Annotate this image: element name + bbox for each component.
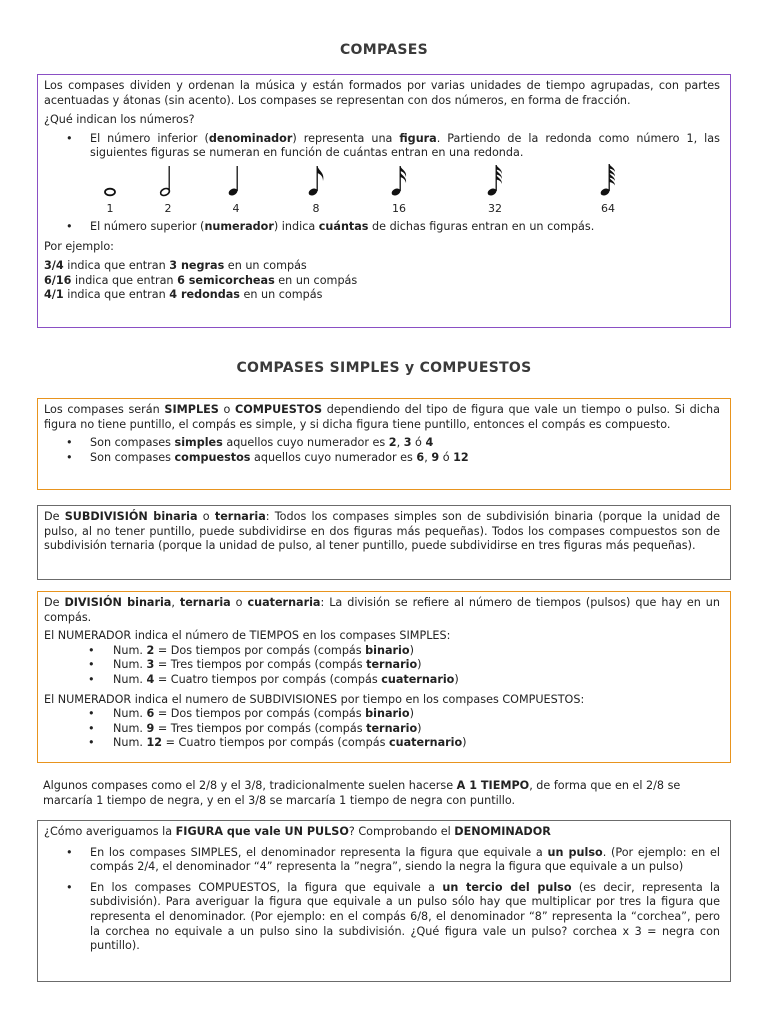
question-text: ¿Qué indican los números? <box>44 113 195 127</box>
intro-paragraph: Los compases dividen y ordenan la música y están formados por varias unidades de tiempo agrupadas, con partes acentuadas y átonas (sin acento). Los compases se representan con dos números, en forma de fracción. <box>44 79 720 107</box>
quarter-note-icon <box>221 164 251 198</box>
section-title: COMPASES SIMPLES y COMPUESTOS <box>236 360 532 376</box>
a-un-tiempo-paragraph: Algunos compases como el 2/8 y el 3/8, tradicionalmente suelen hacerse A 1 TIEMPO, de forma que en el 2/8 se marcaría 1 tiempo de negra, y en el 3/8 se marcaría 1 tiempo de negra con puntillo. <box>43 779 681 807</box>
pulso-box <box>37 820 731 982</box>
figure-number: 32 <box>488 201 502 215</box>
example-line: 6/16 indica que entran 6 semicorcheas en un compás <box>44 273 358 287</box>
simples-compuestos-box <box>37 398 731 490</box>
figure-sixteenth <box>379 164 419 217</box>
subdivision-paragraph: De SUBDIVISIÓN binaria o ternaria: Todos los compases simples son de subdivisión binaria (porque la unidad de pulso, al no tener puntillo, puede subdividirse en dos figuras más pequeñas). Todos los compases compuestos son de subdivisión ternaria (porque la unidad de pulso, al tener puntillo, puede subdividirse en tres figuras más pequeñas). <box>44 510 721 553</box>
half-note-icon <box>153 164 183 198</box>
denominator-list <box>44 132 720 161</box>
thirty-second-note-icon <box>480 164 510 198</box>
note-figures-row <box>44 164 720 216</box>
simples-list <box>44 436 720 465</box>
example-label: Por ejemplo: <box>44 239 114 253</box>
division-box <box>37 591 731 763</box>
simples-paragraph: Los compases serán SIMPLES o COMPUESTOS dependiendo del tipo de figura que vale un tiempo o pulso. Si dicha figura no tiene puntillo, el compás es simple, y si dicha figura tiene puntillo, entonces el compás es compuesto. <box>44 403 720 431</box>
simples-division-list <box>44 644 720 688</box>
pulso-question: ¿Cómo averiguamos la FIGURA que vale UN PULSO? Comprobando el DENOMINADOR <box>44 825 551 838</box>
sixty-fourth-note-icon <box>593 164 623 198</box>
figure-whole <box>90 164 130 217</box>
compuestos-heading: El NUMERADOR indica el numero de SUBDIVISIONES por tiempo en los compases COMPUESTOS: <box>44 692 585 706</box>
figure-number: 64 <box>601 201 615 215</box>
division-item: • Num. 2 = Dos tiempos por compás (compás binario) <box>44 644 720 659</box>
simples-heading: El NUMERADOR indica el número de TIEMPOS en los compases SIMPLES: <box>44 629 451 643</box>
numerator-list <box>44 220 720 235</box>
figure-number: 2 <box>164 201 172 215</box>
figure-thirty-second <box>475 164 515 217</box>
denominator-item: • El número inferior (denominador) representa una figura. Partiendo de la redonda como número 1, las siguientes figuras se numeran en función de cuántas entran en una redonda. <box>44 132 720 161</box>
division-item: • Num. 6 = Dos tiempos por compás (compás binario) <box>44 707 720 722</box>
simples-item: • Son compases simples aquellos cuyo numerador es 2, 3 ó 4 <box>44 436 720 451</box>
sixteenth-note-icon <box>384 164 414 198</box>
pulso-compuestos-item: • En los compases COMPUESTOS, la figura que equivale a un tercio del pulso (es decir, representa la subdivisión). Para averiguar la figura que equivale a un pulso sólo hay que multiplicar por tres la figura que representa el denominador. (Por ejemplo: en el compás 6/8, el denominador “8” representa la “corchea”, pero la corchea no equivale a un pulso sino la subdivisión. ¿Qué figura vale un pulso? corchea x 3 = negra con puntillo). <box>44 881 720 954</box>
division-paragraph: De DIVISIÓN binaria, ternaria o cuaternaria: La división se refiere al número de tiempos (pulsos) que hay en un compás. <box>44 596 720 624</box>
figure-number: 1 <box>106 201 114 215</box>
figure-number: 8 <box>312 201 320 215</box>
division-item: • Num. 12 = Cuatro tiempos por compás (compás cuaternario) <box>44 736 720 751</box>
numerator-item: • El número superior (numerador) indica cuántas de dichas figuras entran en un compás. <box>44 220 720 235</box>
whole-note-icon <box>95 164 125 198</box>
subdivision-box <box>37 505 731 580</box>
compuestos-item: • Son compases compuestos aquellos cuyo numerador es 6, 9 ó 12 <box>44 451 720 466</box>
eighth-note-icon <box>301 164 331 198</box>
figure-quarter <box>216 164 256 217</box>
pulso-simples-item: • En los compases SIMPLES, el denominador representa la figura que equivale a un pulso. (Por ejemplo: en el compás 2/4, el denominador “4” representa la ”negra”, siendo la negra la figura que equivale a un pulso) <box>44 846 720 875</box>
example-line: 4/1 indica que entran 4 redondas en un compás <box>44 288 323 302</box>
division-item: • Num. 4 = Cuatro tiempos por compás (compás cuaternario) <box>44 673 720 688</box>
figure-half <box>148 164 188 217</box>
page-title: COMPASES <box>339 42 429 58</box>
figure-number: 4 <box>232 201 240 215</box>
figure-sixty-fourth <box>588 164 628 217</box>
example-line: 3/4 indica que entran 3 negras en un compás <box>44 259 307 273</box>
division-item: • Num. 3 = Tres tiempos por compás (compás ternario) <box>44 658 720 673</box>
compuestos-division-list <box>44 707 720 751</box>
figure-eighth <box>296 164 336 217</box>
division-item: • Num. 9 = Tres tiempos por compás (compás ternario) <box>44 722 720 737</box>
pulso-list <box>44 846 720 954</box>
compases-box <box>37 74 731 328</box>
figure-number: 16 <box>392 201 406 215</box>
